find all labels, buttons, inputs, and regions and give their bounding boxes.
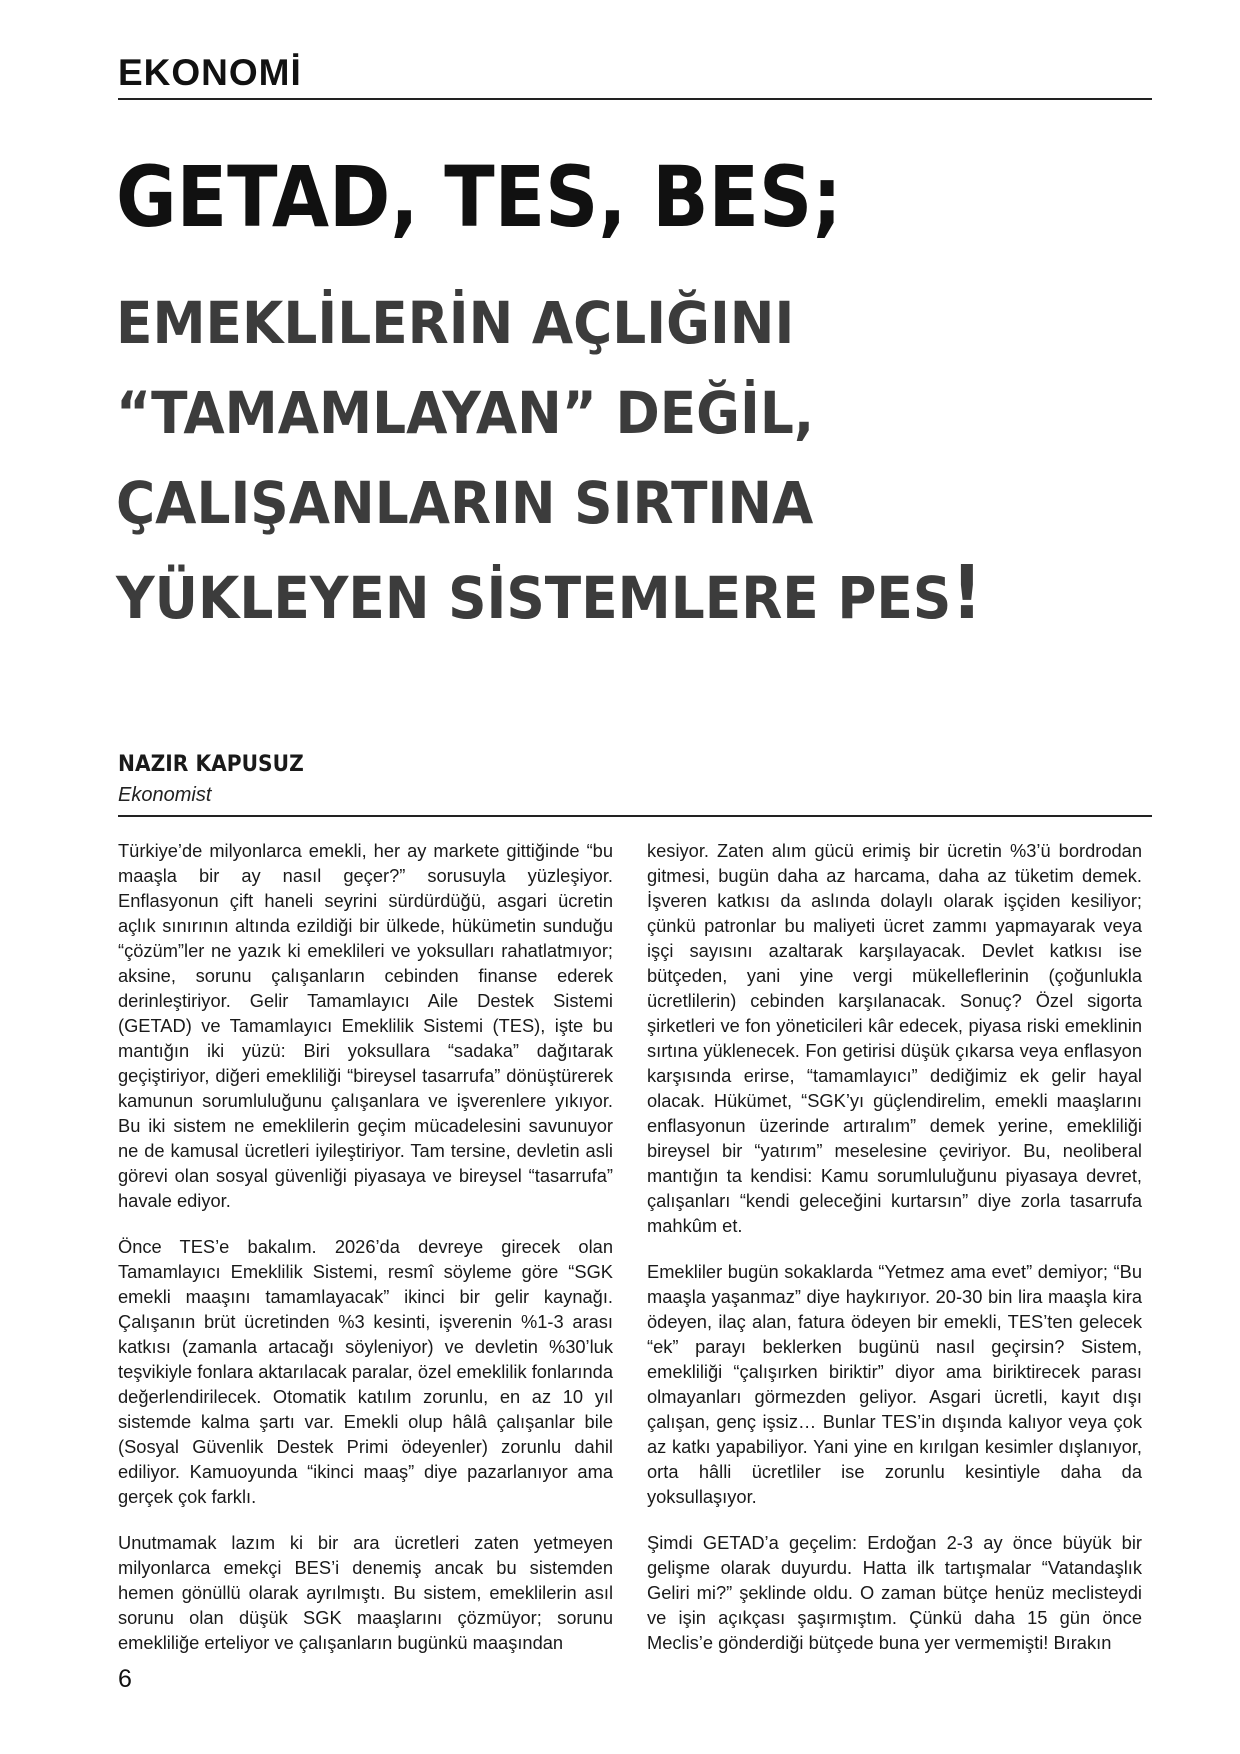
paragraph: Emekliler bugün sokaklarda “Yetmez ama evet” demiyor; “Bu maaşla yaşanmaz” diye haykırıyor. 20-30 bin lira maaşla kira ödeyen, ilaç alan, fatura ödeyen bir emekli, TES’ten gelecek “ek” parayı beklerken bugünü nasıl geçirsin? Sistem, emekliliği “çalışırken biriktir” diyor ama biriktirecek parası olmayanları görmezden geliyor. Asgari ücretli, kayıt dışı çalışan, genç işsiz… Bunlar TES’in dışında kalıyor veya çok az katkı yapabiliyor. Yani yine en kırılgan kesimler dışlanıyor, orta hâlli ücretliler ise zorunlu kesintiyle daha da yoksullaşıyor. xyxy=(647,1261,1142,1507)
section-label: EKONOMİ xyxy=(118,52,302,93)
paragraph: Unutmamak lazım ki bir ara ücretleri zaten yetmeyen milyonlarca emekçi BES’i denemiş ancak bu sistemden hemen gönüllü olarak ayrılmıştı. Bu sistem, emeklilerin asıl sorunu olan düşük SGK maaşlarını çözmüyor; sorunu emekliliğe erteliyor ve çalışanların bugünkü maaşından xyxy=(118,1532,613,1653)
headline-subtitle xyxy=(116,278,1058,643)
headline-exclamation: ! xyxy=(951,550,983,636)
author-divider xyxy=(118,815,1152,817)
headline-main: GETAD, TES, BES; xyxy=(116,148,842,246)
headline-line-2: “TAMAMLAYAN” DEĞİL, xyxy=(116,379,815,447)
paragraph: kesiyor. Zaten alım gücü erimiş bir ücretin %3’ü bordrodan gitmesi, bugün daha az harcama, daha az tüketim demek. İşveren katkısı da aslında dolaylı olarak işçiden kesiliyor; çünkü patronlar bu maliyeti ücret zammı yapmayarak veya işçi sayısını azaltarak karşılayacak. Devlet katkısı ise bütçeden, yani yine vergi mükelleflerinin (çoğunlukla ücretlilerin) cebinden karşılanacak. Sonuç? Özel sigorta şirketleri ve fon yöneticileri kâr edecek, piyasa riski emeklinin sırtına yüklenecek. Fon getirisi düşük çıkarsa veya enflasyon karşısında erirse, “tamamlayıcı” dediğimiz ek gelir hayal olacak. Hükümet, “SGK’yı güçlendirelim, emekli maaşlarını enflasyonun üzerinde artıralım” demek yerine, emekliliği bireysel bir “yatırım” meselesine çeviriyor. Bu, neoliberal mantığın ta kendisi: Kamu sorumluluğunu piyasaya devret, çalışanları “kendi geleceğini kurtarsın” diye zorla tasarrufa mahkûm et. xyxy=(647,840,1142,1236)
paragraph: Türkiye’de milyonlarca emekli, her ay markete gittiğinde “bu maaşla bir ay nasıl geçer?” sorusuyla yüzleşiyor. Enflasyonun çift haneli seyrini sürdürdüğü, asgari ücretin açlık sınırının altında ezildiği bir ülkede, hükümetin sunduğu “çözüm”ler ne yazık ki emeklileri ve yoksulları rahatlatmıyor; aksine, sorunu çalışanların cebinden finanse ederek derinleştiriyor. Gelir Tamamlayıcı Aile Destek Sistemi (GETAD) ve Tamamlayıcı Emeklilik Sistemi (TES), işte bu mantığın iki yüzü: Biri yoksullara “sadaka” dağıtarak geçiştiriyor, diğeri emekliliği “bireysel tasarrufa” dönüştürerek kamunun sorumluluğunu çalışanlara ve işverenlere yıkıyor. Bu iki sistem ne emeklilerin geçim mücadelesini savunuyor ne de kamusal ücretleri iyileştiriyor. Tam tersine, devletin asli görevi olan sosyal güvenliği piyasaya ve bireysel “tasarrufa” havale ediyor. xyxy=(118,840,613,1211)
headline-line-1: EMEKLİLERİN AÇLIĞINI xyxy=(116,289,795,357)
headline-line-4-text: YÜKLEYEN SİSTEMLERE PES xyxy=(116,564,952,632)
paragraph: Önce TES’e bakalım. 2026’da devreye girecek olan Tamamlayıcı Emeklilik Sistemi, resmî söyleme göre “SGK emekli maaşını tamamlayacak” ikinci bir gelir kaynağı. Çalışanın brüt ücretinden %3 kesinti, işverenin %1-3 arası katkısı (zamanla artacağı söyleniyor) ve devletin %30’luk teşvikiyle fonlara aktarılacak paralar, özel emeklilik fonlarında değerlendirilecek. Otomatik katılım zorunlu, en az 10 yıl sistemde kalma şartı var. Emekli olup hâlâ çalışanlar bile (Sosyal Güvenlik Destek Primi ödeyenler) zorunlu dahil ediliyor. Kamuoyunda “ikinci maaş” diye pazarlanıyor ama gerçek çok farklı. xyxy=(118,1236,613,1507)
headline-line-3: ÇALIŞANLARIN SIRTINA xyxy=(116,469,814,537)
author-role: Ekonomist xyxy=(118,784,212,806)
section-divider xyxy=(118,98,1152,100)
article-column-left xyxy=(118,838,613,1653)
paragraph: Şimdi GETAD’a geçelim: Erdoğan 2-3 ay önce büyük bir gelişme olarak duyurdu. Hatta ilk tartışmalar “Vatandaşlık Geliri mi?” şeklinde oldu. O zaman bütçe henüz meclisteydi ve işin açıkçası şaşırmıştım. Çünkü daha 15 gün önce Meclis’e gönderdiği bütçede buna yer vermemişti! Bırakın xyxy=(647,1532,1142,1653)
author-name: NAZIR KAPUSUZ xyxy=(118,752,304,777)
headline-line-4 xyxy=(116,548,982,643)
article-column-right xyxy=(647,838,1142,1653)
page-number: 6 xyxy=(118,1665,132,1693)
